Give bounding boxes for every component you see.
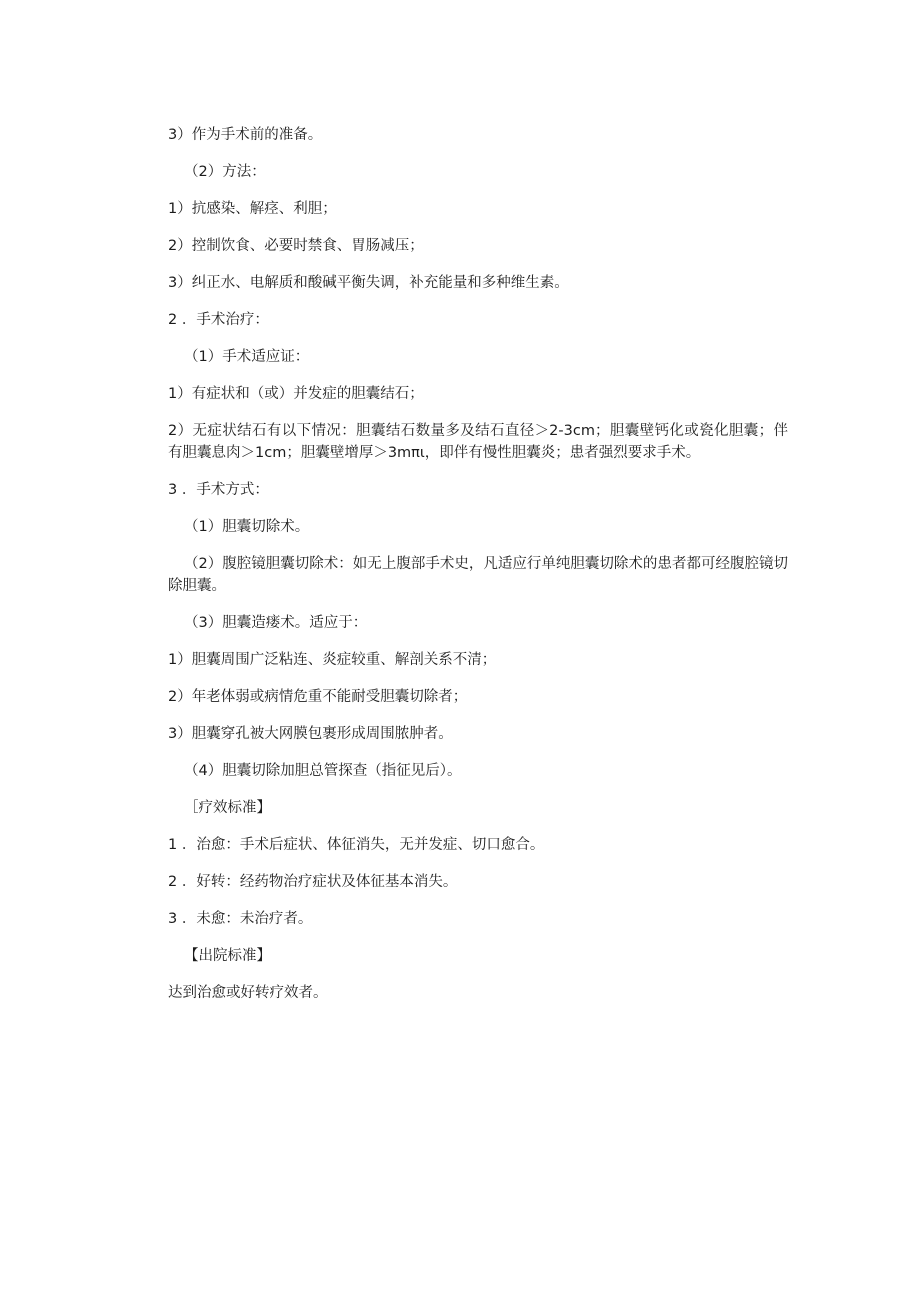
section-subheading-paragraph: （2）腹腔镜胆囊切除术：如无上腹部手术史，凡适应行单纯胆囊切除术的患者都可经腹腔镜切除胆囊。 — [168, 556, 788, 594]
section-title: 【出院标准】 — [184, 948, 271, 964]
section-subheading: （4）胆囊切除加胆总管探查（指征见后）。 — [184, 763, 462, 779]
list-item: 1）有症状和（或）并发症的胆囊结石； — [168, 386, 424, 402]
list-item: 1 ．治愈：手术后症状、体征消失，无并发症、切口愈合。 — [168, 837, 545, 853]
section-title: ［疗效标准】 — [184, 800, 271, 816]
list-item-paragraph: 2）无症状结石有以下情况：胆囊结石数量多及结石直径＞2-3cm；胆囊壁钙化或瓷化胆囊；伴有胆囊息肉＞1cm；胆囊壁增厚＞3mπι，即伴有慢性胆囊炎；患者强烈要求手术。 — [168, 423, 788, 461]
list-item: 2 ．好转：经药物治疗症状及体征基本消失。 — [168, 874, 458, 890]
section-subheading: （3）胆囊造瘘术。适应于： — [184, 615, 368, 631]
list-item: 3）胆囊穿孔被大网膜包裹形成周围脓肿者。 — [168, 726, 453, 742]
body-text: 达到治愈或好转疗效者。 — [168, 985, 328, 1001]
section-subheading: （1）胆囊切除术。 — [184, 519, 310, 535]
list-item: 1）胆囊周围广泛粘连、炎症较重、解剖关系不清； — [168, 652, 497, 668]
section-subheading: （2）方法： — [184, 164, 266, 180]
list-item: 2）控制饮食、必要时禁食、胃肠减压； — [168, 238, 424, 254]
list-item: 3）作为手术前的准备。 — [168, 127, 323, 143]
list-item: 2）年老体弱或病情危重不能耐受胆囊切除者； — [168, 689, 468, 705]
section-heading: 3 ．手术方式： — [168, 482, 269, 498]
document-body — [168, 124, 788, 1019]
section-heading: 2 ．手术治疗： — [168, 312, 269, 328]
section-subheading: （1）手术适应证： — [184, 349, 310, 365]
list-item: 3）纠正水、电解质和酸碱平衡失调，补充能量和多种维生素。 — [168, 275, 569, 291]
list-item: 3 ．未愈：未治疗者。 — [168, 911, 313, 927]
list-item: 1）抗感染、解痉、利胆； — [168, 201, 337, 217]
